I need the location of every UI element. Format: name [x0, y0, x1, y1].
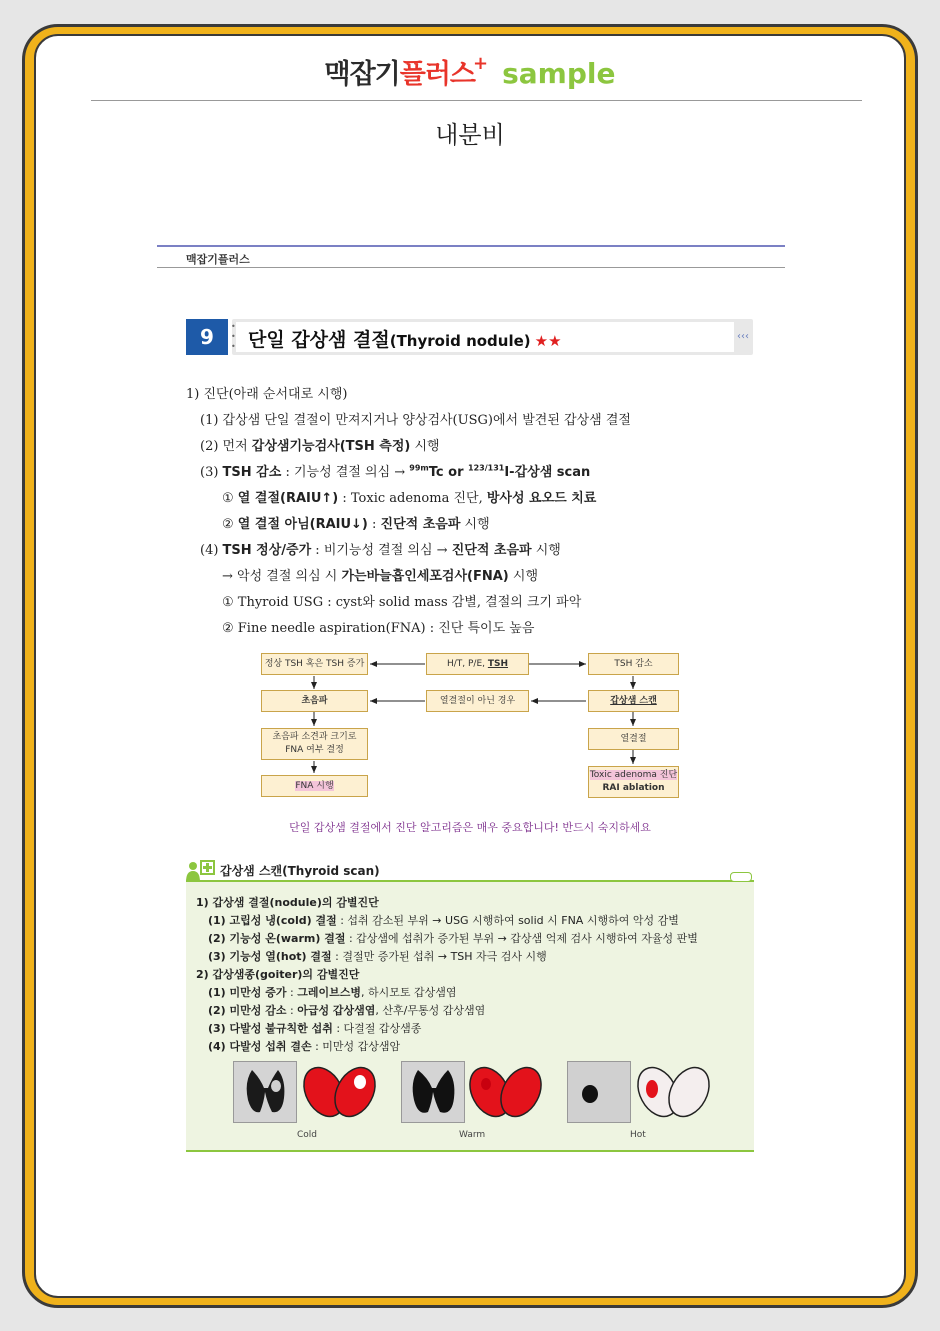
box-line-b4-t: : 미만성 갑상샘암 — [311, 1040, 401, 1053]
running-head-rule — [157, 245, 785, 247]
warm-scan-image — [401, 1061, 465, 1123]
line-7-c: 시행 — [508, 569, 539, 584]
warm-lobes-diagram — [468, 1062, 544, 1120]
chevron-left-icon: ‹‹‹ — [737, 331, 749, 342]
flow-tsh-text: TSH — [487, 659, 509, 669]
caption-warm: Warm — [459, 1130, 486, 1140]
cold-scan-image — [233, 1061, 297, 1123]
line-5 — [222, 513, 490, 532]
flow-us-fna-2: FNA 여부 결정 — [285, 745, 344, 755]
box-line-a2-t: : 갑상샘에 섭취가 증가된 부위 → 갑상샘 억제 검사 시행하여 자율성 판별 — [345, 932, 698, 945]
box-line-b1-t2: 그레이브스병 — [297, 986, 361, 999]
box-line-b1 — [208, 984, 456, 1000]
line-2-c: 시행 — [410, 439, 440, 454]
box-line-b2-b: (2) 미만성 감소 — [208, 1004, 287, 1017]
line-6-b: TSH 정상/증가 — [222, 543, 312, 558]
running-head-rule-bottom — [157, 267, 785, 268]
box-line-a1 — [208, 912, 679, 928]
flow-hot-nodule: 열결절 — [588, 728, 679, 750]
flow-normal-tsh: 정상 TSH 혹은 TSH 증가 — [261, 653, 368, 675]
line-1: (1) 갑상샘 단일 결절이 만져지거나 양상검사(USG)에서 발견된 갑상샘 결절 — [200, 413, 631, 428]
section-title-ko: 단일 갑상샘 결절 — [248, 329, 390, 351]
flow-us-fna-1: 초음파 소견과 크기로 — [272, 732, 357, 742]
box-line-a2 — [208, 930, 698, 946]
section-dots-icon: • • • — [231, 322, 236, 351]
brand-main — [325, 59, 476, 90]
line-5-e: 시행 — [460, 517, 490, 532]
flow-us-fna — [261, 728, 368, 760]
doctor-plus-icon — [186, 860, 216, 882]
line-6-a: (4) — [200, 543, 223, 558]
box-line-b3-b: (3) 다발성 불규칙한 섭취 — [208, 1022, 333, 1035]
line-3-e: I-갑상샘 scan — [504, 465, 591, 480]
flow-not-hot: 열결절이 아닌 경우 — [426, 690, 529, 712]
box-heading-1 — [196, 894, 379, 910]
box-line-b2 — [208, 1002, 485, 1018]
line-6-c: : 비기능성 결절 의심 → — [311, 543, 452, 558]
flow-fna — [261, 775, 368, 797]
brand-plus-text: 플러스 — [399, 59, 476, 90]
section-title-en: (Thyroid nodule) — [389, 332, 531, 350]
flow-ultrasound: 초음파 — [261, 690, 368, 712]
caption-cold: Cold — [297, 1130, 318, 1140]
subject-title: 내분비 — [435, 121, 505, 149]
algorithm-note: 단일 갑상샘 결절에서 진단 알고리즘은 매우 중요합니다! 반드시 숙지하세요 — [289, 821, 651, 834]
box-line-b4-b: (4) 다발성 섭취 결손 — [208, 1040, 312, 1053]
cold-lobes-diagram — [302, 1062, 378, 1120]
flow-ht-pe-tsh — [426, 653, 529, 675]
box-line-b2-t3: , 산후/무통성 갑상샘염 — [375, 1004, 486, 1017]
box-bottom-rule — [186, 1150, 754, 1152]
box-heading-2 — [196, 966, 359, 982]
line-4-c: : Toxic adenoma 진단, — [338, 491, 487, 506]
box-line-b3-t: : 다결절 갑상샘종 — [332, 1022, 422, 1035]
box-line-b3 — [208, 1020, 421, 1036]
line-8: ① Thyroid USG : cyst와 solid mass 감별, 결절의 크기 파악 — [222, 595, 582, 610]
flow-toxic-1: Toxic adenoma 진단 — [589, 770, 678, 780]
line-6-e: 시행 — [531, 543, 561, 558]
box-line-a3 — [208, 948, 547, 964]
flow-thyroid-scan-text: 갑상샘 스캔 — [610, 696, 657, 706]
box-title: 갑상샘 스캔(Thyroid scan) — [220, 864, 380, 878]
line-5-d: 진단적 초음파 — [380, 517, 461, 532]
line-5-b: 열 결절 아님(RAIU↓) — [237, 517, 368, 532]
line-7-a: → 악성 결절 의심 시 — [222, 569, 342, 584]
box-line-b1-b: (1) 미만성 증가 — [208, 986, 287, 999]
section-title — [248, 325, 562, 352]
hot-scan-image — [567, 1061, 631, 1123]
flow-tsh-low: TSH 감소 — [588, 653, 679, 675]
box-line-b2-t2: 아급성 갑상샘염 — [297, 1004, 376, 1017]
top-divider — [91, 100, 862, 101]
line-4 — [222, 487, 596, 506]
box-heading-1-text: 1) 갑상샘 결절(nodule)의 감별진단 — [196, 896, 379, 909]
flow-thyroid-scan — [588, 690, 679, 712]
box-line-b4 — [208, 1038, 400, 1054]
flow-ht-pe-text: H/T, P/E, — [446, 659, 488, 669]
box-line-b1-t3: , 하시모토 갑상샘염 — [360, 986, 457, 999]
more-dots-icon — [730, 872, 752, 882]
line-3-b: TSH 감소 — [222, 465, 282, 480]
line-2-a: (2) 먼저 — [200, 439, 252, 454]
line-6 — [200, 539, 561, 558]
line-3-a: (3) — [200, 465, 223, 480]
line-3 — [200, 461, 590, 480]
brand-cross-icon: + — [473, 53, 489, 74]
line-7-b: 가는바늘흡인세포검사(FNA) — [341, 569, 509, 584]
box-line-a2-b: (2) 기능성 온(warm) 결절 — [208, 932, 346, 945]
line-5-a: ② — [222, 517, 238, 532]
running-head: 맥잡기플러스 — [186, 253, 250, 266]
line-diagnosis: 1) 진단(아래 순서대로 시행) — [186, 387, 348, 402]
line-9: ② Fine needle aspiration(FNA) : 진단 특이도 높음 — [222, 621, 535, 636]
section-number: 9 — [186, 319, 228, 355]
line-3-d: Tc or — [428, 465, 469, 480]
line-7 — [222, 565, 538, 584]
line-3-c: : 기능성 결절 의심 → — [281, 465, 410, 480]
box-line-a3-b: (3) 기능성 열(hot) 결절 — [208, 950, 332, 963]
box-heading-2-text: 2) 갑상샘종(goiter)의 감별진단 — [196, 968, 360, 981]
flow-fna-text: FNA 시행 — [295, 781, 334, 791]
brand-main-text: 맥잡기 — [324, 59, 400, 90]
line-2 — [200, 435, 440, 454]
flow-toxic-2: RAI ablation — [602, 783, 665, 793]
box-line-a1-b: (1) 고립성 냉(cold) 결절 — [208, 914, 337, 927]
line-3-sup2: 123/131 — [468, 463, 505, 473]
box-line-a1-t: : 섭취 감소된 부위 → USG 시행하여 solid 시 FNA 시행하여 악성 감별 — [336, 914, 679, 927]
brand-logo — [0, 52, 940, 92]
brand-sample-label: sample — [502, 57, 616, 90]
line-4-b: 열 결절(RAIU↑) — [237, 491, 339, 506]
hot-lobes-diagram — [636, 1062, 712, 1120]
box-line-a3-t: : 결절만 증가된 섭취 → TSH 자극 검사 시행 — [331, 950, 547, 963]
box-line-b1-t1: : — [286, 986, 298, 999]
line-4-a: ① — [222, 491, 238, 506]
flow-toxic-adenoma — [588, 766, 679, 798]
line-3-sup1: 99m — [409, 463, 429, 473]
box-line-b2-t1: : — [286, 1004, 298, 1017]
line-2-b: 갑상샘기능검사(TSH 측정) — [251, 439, 411, 454]
line-4-d: 방사성 요오드 치료 — [486, 491, 597, 506]
line-5-c: : — [367, 517, 381, 532]
line-6-d: 진단적 초음파 — [451, 543, 532, 558]
caption-hot: Hot — [630, 1130, 646, 1140]
importance-stars-icon: ★★ — [534, 332, 562, 350]
